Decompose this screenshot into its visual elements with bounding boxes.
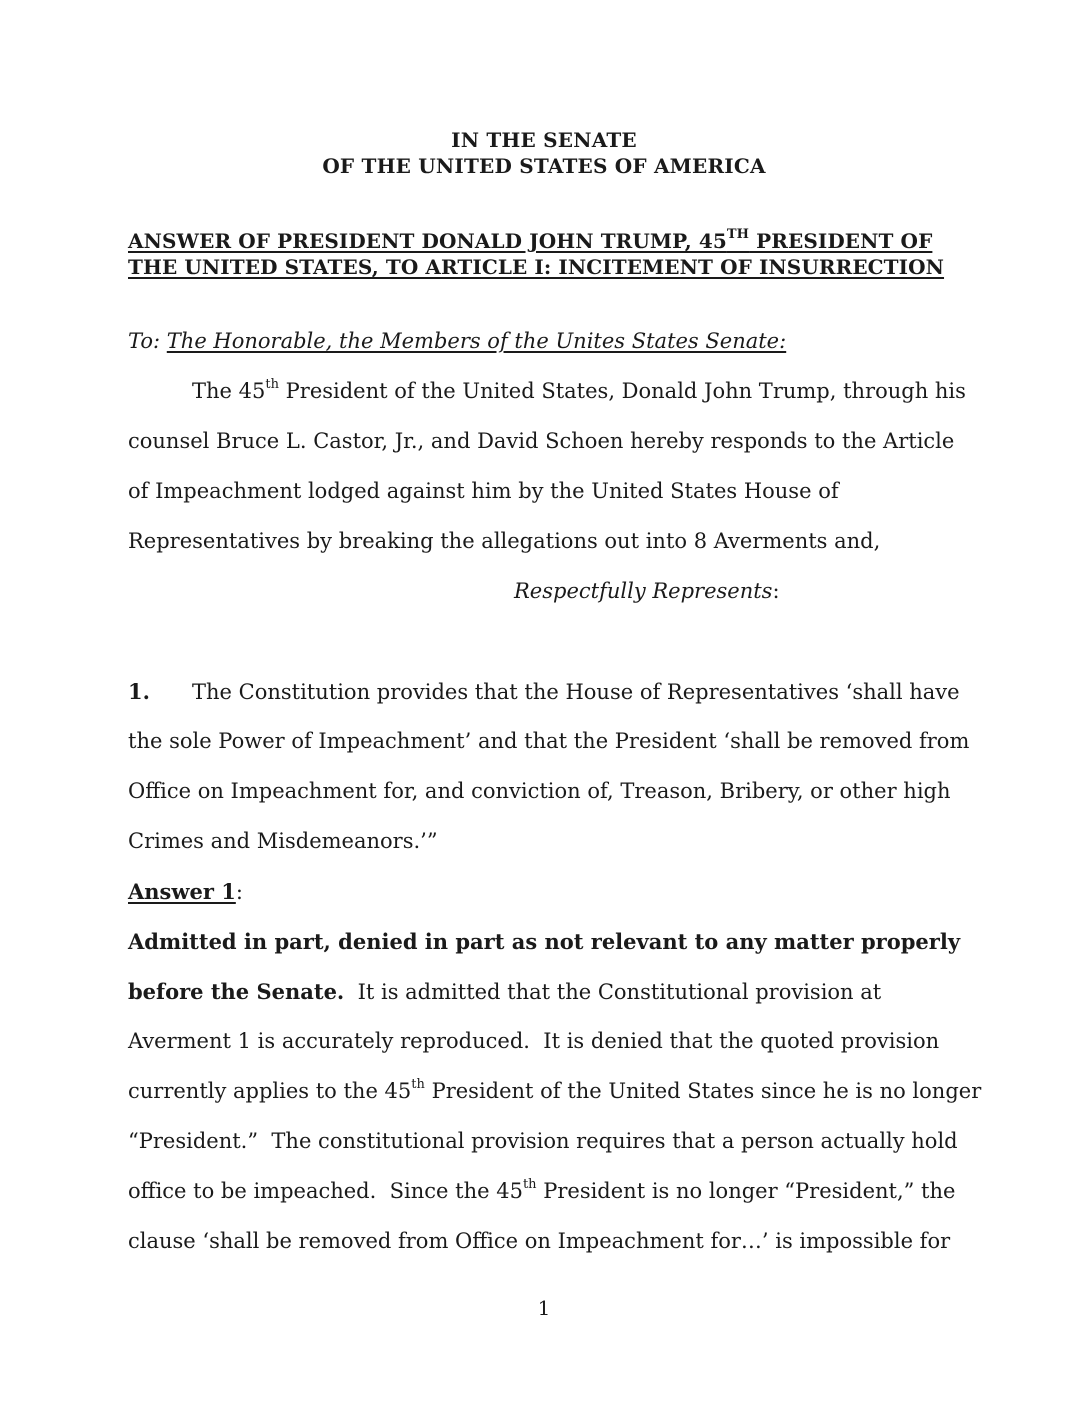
- averment1-number: 1.: [128, 679, 150, 704]
- averment1-line2: the sole Power of Impeachment’ and that the President ‘shall be removed from: [128, 729, 970, 753]
- intro-line3: of Impeachment lodged against him by the United States House of: [128, 479, 839, 503]
- addressee-prefix: To:: [128, 329, 167, 353]
- intro-line4: Representatives by breaking the allegations out into 8 Averments and,: [128, 529, 881, 553]
- averment1-line4: Crimes and Misdemeanors.’”: [128, 829, 438, 853]
- caption-line1-text-b: PRESIDENT OF: [749, 229, 933, 253]
- answer1-line5: “President.” The constitutional provision requires that a person actually hold: [128, 1129, 958, 1153]
- intro-line2: counsel Bruce L. Castor, Jr., and David Schoen hereby responds to the Article: [128, 429, 955, 453]
- answer1-line7: clause ‘shall be removed from Office on Impeachment for…’ is impossible for: [128, 1229, 951, 1253]
- caption-line1: [128, 229, 968, 253]
- answer1-line2: [128, 979, 968, 1004]
- averment1-line1-text: The Constitution provides that the House of Representatives ‘shall have: [192, 680, 960, 704]
- intro-line1-text-a: The 45: [192, 379, 266, 403]
- caption-line1-text-a: ANSWER OF PRESIDENT DONALD JOHN TRUMP, 45: [128, 229, 727, 253]
- court-heading-line1: IN THE SENATE: [451, 128, 637, 152]
- answer1-label-colon: :: [235, 880, 243, 904]
- answer1-line4-text-b: President of the United States since he is no longer: [424, 1079, 982, 1103]
- answer1-line6-text-a: office to be impeached. Since the 45: [128, 1179, 523, 1203]
- caption-line2: THE UNITED STATES, TO ARTICLE I: INCITEMENT OF INSURRECTION: [128, 255, 945, 279]
- answer1-label: Answer 1: [128, 879, 236, 904]
- answer1-heading: [128, 879, 968, 904]
- respectfully-represents: [514, 579, 780, 603]
- intro-line1-superscript: th: [265, 377, 279, 392]
- answer1-line1: Admitted in part, denied in part as not relevant to any matter properly: [128, 929, 961, 954]
- caption-line1-superscript: TH: [726, 227, 750, 242]
- answer1-line2-bold: before the Senate.: [128, 979, 345, 1004]
- intro-line1: [128, 379, 1032, 403]
- page-number: 1: [537, 1296, 551, 1320]
- averment1-line1: [128, 679, 968, 704]
- answer1-line4: [128, 1077, 982, 1103]
- answer1-line6-superscript: th: [522, 1177, 537, 1192]
- addressee-line: [128, 329, 968, 353]
- answer1-line6-text-b: President is no longer “President,” the: [536, 1179, 956, 1203]
- answer1-line6: [128, 1179, 968, 1203]
- court-heading-line2: OF THE UNITED STATES OF AMERICA: [322, 154, 766, 178]
- answer1-line3: Averment 1 is accurately reproduced. It is denied that the quoted provision: [128, 1029, 940, 1053]
- answer1-line4-text-a: currently applies to the 45: [128, 1079, 412, 1103]
- respectfully-represents-colon: :: [772, 579, 780, 603]
- addressee-name: The Honorable, the Members of the Unites States Senate:: [166, 329, 787, 353]
- answer1-line2-rest: It is admitted that the Constitutional provision at: [344, 980, 882, 1004]
- answer1-line4-superscript: th: [411, 1077, 425, 1092]
- averment1-line3: Office on Impeachment for, and conviction of, Treason, Bribery, or other high: [128, 779, 951, 803]
- respectfully-represents-text: Respectfully Represents: [514, 579, 773, 603]
- intro-line1-text-b: President of the United States, Donald John Trump, through his: [278, 379, 966, 403]
